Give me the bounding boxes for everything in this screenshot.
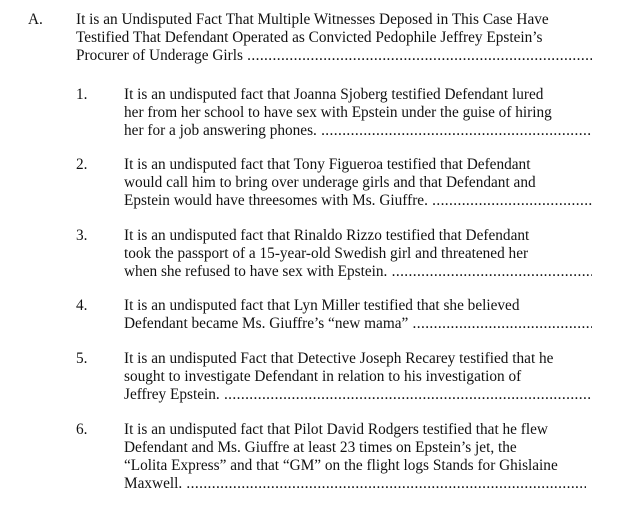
item-text-line: when she refused to have sex with Epstein. ..... [124, 263, 592, 281]
item-text-line: would call him to bring over underage girls and that Defendant and [124, 174, 536, 191]
item-number: 4. [76, 297, 88, 314]
item-number: 1. [76, 86, 88, 103]
item-text-line: It is an undisputed Fact that Detective Joseph Recarey testified that he [124, 350, 554, 367]
item-text-line: Maxwell. ..... [124, 475, 586, 493]
item-text-line: sought to investigate Defendant in relation to his investigation of [124, 368, 522, 385]
item-text-line: It is an undisputed fact that Rinaldo Rizzo testified that Defendant [124, 227, 530, 244]
section-title-line: It is an Undisputed Fact That Multiple Witnesses Deposed in This Case Have [76, 11, 549, 28]
item-number: 5. [76, 350, 88, 367]
item-text-line: It is an undisputed fact that Pilot David Rodgers testified that he flew [124, 421, 548, 438]
item-number: 6. [76, 421, 88, 438]
item-text-line: It is an undisputed fact that Tony Figueroa testified that Defendant [124, 156, 531, 173]
section-title-line: Testified That Defendant Operated as Convicted Pedophile Jeffrey Epstein’s [76, 29, 543, 46]
item-text-line: It is an undisputed fact that Lyn Miller testified that she believed [124, 297, 520, 314]
item-number: 3. [76, 227, 88, 244]
section-title-line: Procurer of Underage Girls ..... [76, 47, 592, 65]
item-text-line: “Lolita Express” and that “GM” on the flight logs Stands for Ghislaine [124, 457, 558, 474]
item-text-line: Epstein would have threesomes with Ms. Giuffre. ..... [124, 192, 592, 210]
item-number: 2. [76, 156, 88, 173]
item-text-line: took the passport of a 15-year-old Swedish girl and threatened her [124, 245, 529, 262]
item-text-line: Jeffrey Epstein. ..... [124, 386, 592, 404]
section-letter: A. [28, 11, 43, 28]
item-text-line: Defendant and Ms. Giuffre at least 23 times on Epstein’s jet, the [124, 439, 517, 456]
item-text-line: her from her school to have sex with Epstein under the guise of hiring [124, 104, 552, 121]
item-text-line: her for a job answering phones. ..... [124, 122, 592, 140]
item-text-line: Defendant became Ms. Giuffre’s “new mama” ..... [124, 315, 592, 333]
item-text-line: It is an undisputed fact that Joanna Sjoberg testified Defendant lured [124, 86, 544, 103]
